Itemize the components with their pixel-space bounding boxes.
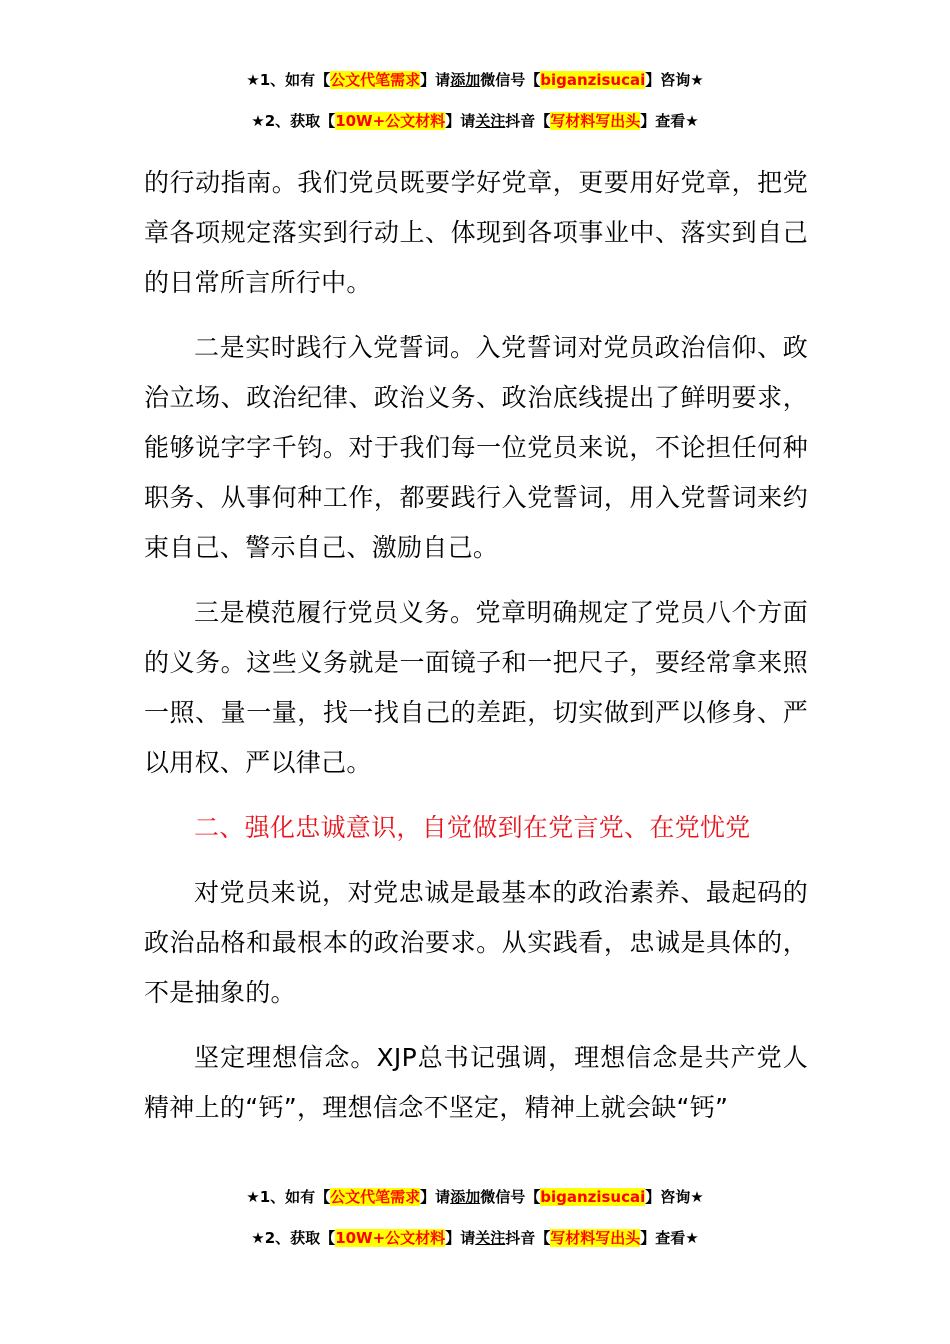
header-highlight: 写材料写出头 xyxy=(550,112,641,130)
header-text: 】查看★ xyxy=(640,112,699,130)
header-text: 】请 xyxy=(445,112,476,130)
footer-line-2 xyxy=(0,1228,950,1248)
header-text: 抖音【 xyxy=(505,112,551,130)
header-text: ★2、获取【 xyxy=(251,112,336,130)
footer-underline: 添加 xyxy=(450,1188,481,1206)
header-highlight: biganzisucai xyxy=(540,71,646,89)
paragraph-1: 的行动指南。我们党员既要学好党章，更要用好党章，把党章各项规定落实到行动上、体现到各项事业中、落实到自己的日常所言所行中。 xyxy=(144,168,808,297)
footer-highlight: 写材料写出头 xyxy=(550,1229,641,1247)
footer-line-1 xyxy=(0,1187,950,1207)
footer-text: 抖音【 xyxy=(505,1229,551,1247)
header-text: 】请 xyxy=(420,71,451,89)
header-highlight: 10W+公文材料 xyxy=(335,112,446,130)
footer-text: 微信号【 xyxy=(480,1188,541,1206)
header-line-1 xyxy=(0,70,950,90)
footer-text: ★2、获取【 xyxy=(251,1229,336,1247)
paragraph-2: 二是实时践行入党誓词。入党誓词对党员政治信仰、政治立场、政治纪律、政治义务、政治底线提出了鲜明要求，能够说字字千钧。对于我们每一位党员来说，不论担任何种职务、从事何种工作，都要践行入党誓词，用入党誓词来约束自己、警示自己、激励自己。 xyxy=(144,333,808,562)
section-heading: 二、强化忠诚意识，自觉做到在党言党、在党忧党 xyxy=(194,813,751,842)
header-text: ★1、如有【 xyxy=(246,71,331,89)
header-highlight: 公文代笔需求 xyxy=(330,71,421,89)
header-underline: 关注 xyxy=(475,112,506,130)
header-underline: 添加 xyxy=(450,71,481,89)
footer-text: ★1、如有【 xyxy=(246,1188,331,1206)
footer-text: 】请 xyxy=(445,1229,476,1247)
paragraph-4: 对党员来说，对党忠诚是最基本的政治素养、最起码的政治品格和最根本的政治要求。从实践看，忠诚是具体的，不是抽象的。 xyxy=(144,878,808,1007)
paragraph-3: 三是模范履行党员义务。党章明确规定了党员八个方面的义务。这些义务就是一面镜子和一把尺子，要经常拿来照一照、量一量，找一找自己的差距，切实做到严以修身、严以用权、严以律己。 xyxy=(144,598,808,777)
paragraph-5: 坚定理想信念。XJP总书记强调，理想信念是共产党人精神上的“钙”，理想信念不坚定，精神上就会缺“钙” xyxy=(144,1043,808,1122)
header-line-2 xyxy=(0,111,950,131)
footer-underline: 关注 xyxy=(475,1229,506,1247)
footer-text: 】请 xyxy=(420,1188,451,1206)
footer-text: 】查看★ xyxy=(640,1229,699,1247)
header-text: 】咨询★ xyxy=(645,71,704,89)
header-text: 微信号【 xyxy=(480,71,541,89)
footer-highlight: 10W+公文材料 xyxy=(335,1229,446,1247)
footer-text: 】咨询★ xyxy=(645,1188,704,1206)
footer-highlight: 公文代笔需求 xyxy=(330,1188,421,1206)
footer-highlight: biganzisucai xyxy=(540,1188,646,1206)
